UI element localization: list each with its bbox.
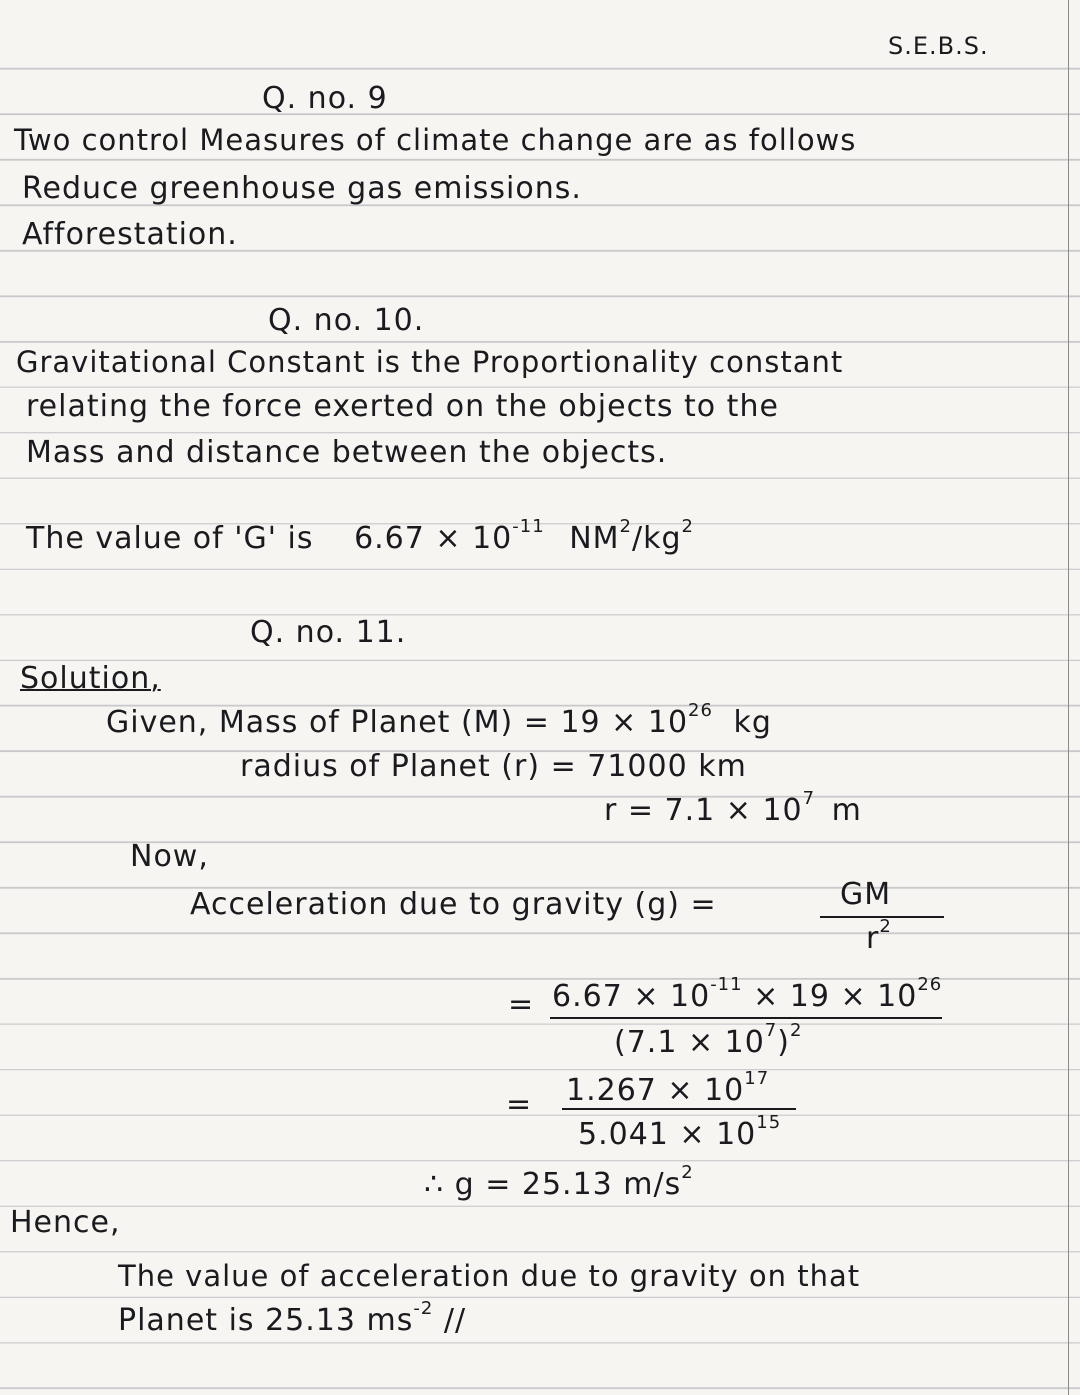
radius-label: radius of Planet (r) = 71000 km [240,749,747,784]
accel-label: Acceleration due to gravity (g) = [190,887,717,922]
g-value-unit2-sup: 2 [681,515,694,537]
g-value-num: 6.67 × 10 [354,521,513,556]
now-label: Now, [130,839,209,874]
step2-den-exp: 15 [756,1111,782,1133]
step2-num-exp: 17 [744,1067,770,1089]
hence-label: Hence, [10,1205,121,1240]
step2-den [578,1111,782,1152]
q10-def-line-3: Mass and distance between the objects. [26,435,668,470]
g-value-unit2: /kg [631,521,682,556]
step1-eq: = [508,987,535,1022]
q10-heading: Q. no. 10. [268,303,425,338]
g-value-unit-sup: 2 [619,515,632,537]
q9-intro: Two control Measures of climate change are as follows [14,123,857,157]
step2-den-a: 5.041 × 10 [578,1117,757,1152]
given-mass [106,699,772,740]
q11-heading: Q. no. 11. [250,615,407,650]
q10-def-line-1: Gravitational Constant is the Proportionality constant [16,345,844,379]
g-value-label: The value of 'G' is [26,521,314,556]
step1-num-exp: -11 [710,973,743,995]
g-value-unit: NM [569,521,620,556]
step2-bar [562,1108,796,1110]
step1-den [614,1019,803,1060]
result-text: ∴ g = 25.13 m/s [424,1167,682,1202]
formula-num: GM [840,877,892,912]
step2-num [566,1067,770,1108]
conclusion-line-2 [118,1297,467,1338]
formula-den-base: r [866,921,880,956]
step1-den-exp: 7 [764,1019,778,1041]
radius-m-unit: m [831,793,862,828]
solution-label: Solution, [20,661,161,696]
conclusion-line-1: The value of acceleration due to gravity on that [118,1259,861,1293]
step1-den-a: (7.1 × 10 [614,1025,765,1060]
step1-den2-exp: 2 [789,1019,803,1041]
q9-item-2: Afforestation. [22,217,238,252]
step1-num2-exp: 26 [917,973,943,995]
q10-g-value [26,515,694,556]
step1-num [552,973,943,1014]
formula-den [866,915,892,956]
radius-m-exp: 7 [802,787,816,809]
step2-num-a: 1.267 × 10 [566,1073,745,1108]
conclusion-exp: -2 [413,1297,434,1319]
step2-eq: = [506,1087,533,1122]
conclusion-text: Planet is 25.13 ms [118,1303,414,1338]
step1-num-b: × 19 × 10 [742,979,918,1014]
radius-m-label: r = 7.1 × 10 [604,793,803,828]
header-code: S.E.B.S. [888,32,989,60]
formula-den-exp: 2 [879,915,892,937]
q9-item-1: Reduce greenhouse gas emissions. [22,171,582,206]
given-mass-label: Given, Mass of Planet (M) = 19 × 10 [106,705,689,740]
q10-def-line-2: relating the force exerted on the objects to the [26,389,779,424]
result [424,1161,694,1202]
radius-m [604,787,862,828]
step1-bar [550,1017,942,1019]
g-value-exp: -11 [512,515,545,537]
margin-line [1068,0,1069,1395]
q9-heading: Q. no. 9 [262,81,388,116]
result-exp: 2 [681,1161,694,1183]
step1-den-b: ) [777,1025,790,1060]
step1-num-a: 6.67 × 10 [552,979,711,1014]
conclusion-end: // [443,1303,467,1338]
given-mass-exp: 26 [688,699,713,721]
given-mass-unit: kg [733,705,772,740]
